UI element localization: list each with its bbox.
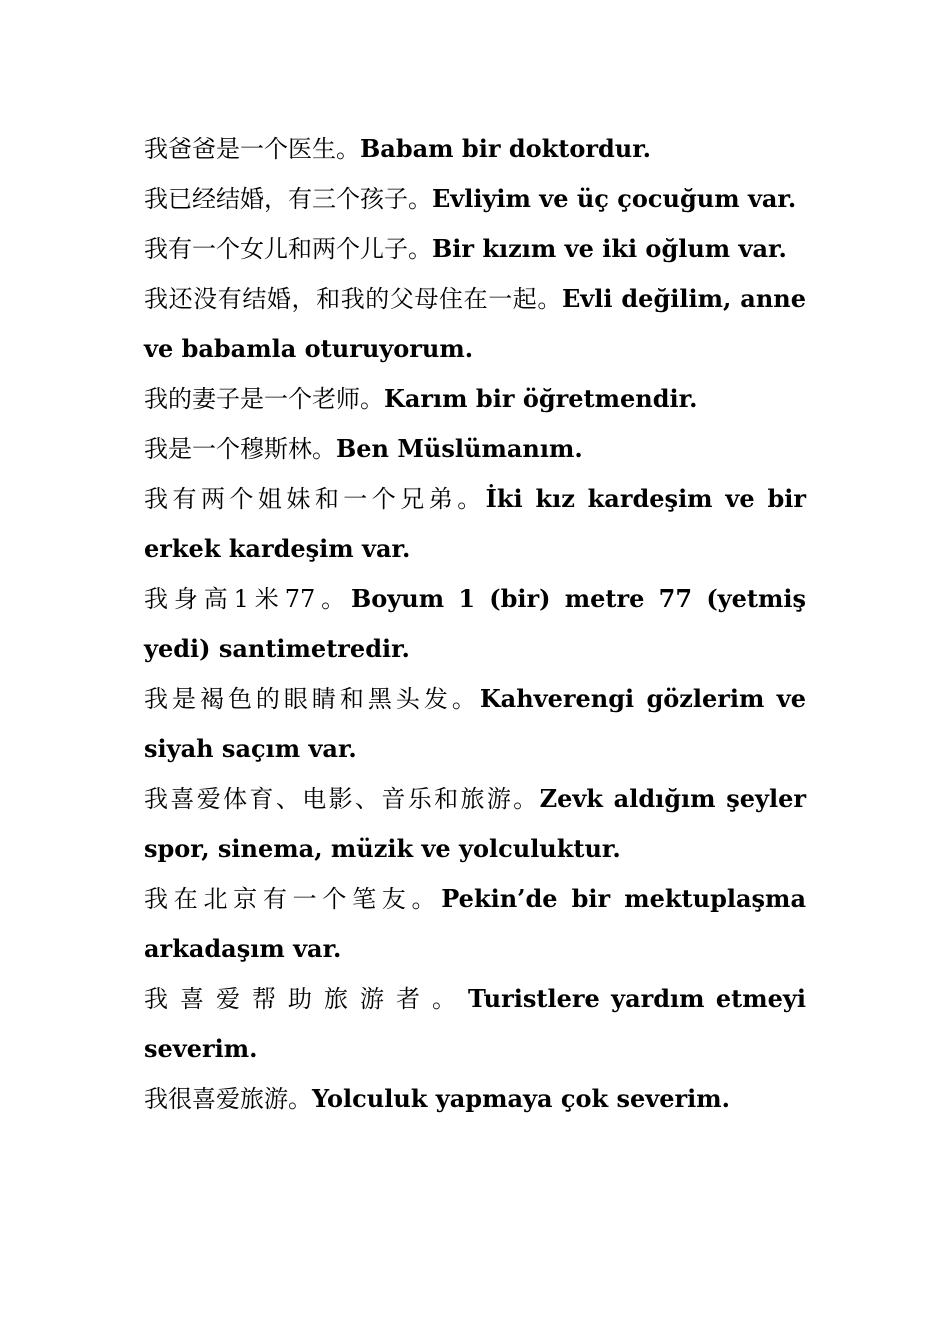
turkish-translation: Karım bir öğretmendir. [384,384,698,413]
sentence-pair [144,174,806,224]
sentence-pair [144,774,806,874]
chinese-sentence: 我喜爱帮助旅游者。 [144,985,468,1013]
sentence-pair [144,1074,806,1124]
chinese-sentence: 我已经结婚，有三个孩子。 [144,185,432,213]
chinese-sentence: 我在北京有一个笔友。 [144,885,442,913]
turkish-translation: Bir kızım ve iki oğlum var. [432,234,787,263]
chinese-sentence: 我是一个穆斯林。 [144,435,336,463]
chinese-sentence: 我是褐色的眼睛和黑头发。 [144,685,480,713]
sentence-pair [144,224,806,274]
sentence-pair [144,274,806,374]
turkish-translation: Evliyim ve üç çocuğum var. [432,184,797,213]
chinese-sentence: 我很喜爱旅游。 [144,1085,312,1113]
turkish-translation: Turistlere yardım etmeyi severim. [144,984,806,1063]
sentence-pair [144,124,806,174]
chinese-sentence: 我爸爸是一个医生。 [144,135,360,163]
document-body [144,124,806,1124]
chinese-sentence: 我有两个姐妹和一个兄弟。 [144,485,486,513]
turkish-translation: Yolculuk yapmaya çok severim. [312,1084,730,1113]
chinese-sentence: 我身高1米77。 [144,585,352,613]
chinese-sentence: 我的妻子是一个老师。 [144,385,384,413]
sentence-pair [144,974,806,1074]
turkish-translation: Ben Müslümanım. [336,434,583,463]
chinese-sentence: 我还没有结婚，和我的父母住在一起。 [144,285,562,313]
chinese-sentence: 我有一个女儿和两个儿子。 [144,235,432,263]
chinese-sentence: 我喜爱体育、电影、音乐和旅游。 [144,785,540,813]
turkish-translation: Evli değilim, anne ve babamla oturuyorum. [144,284,806,363]
turkish-translation: Boyum 1 (bir) metre 77 (yetmiş yedi) santimetredir. [144,584,806,663]
turkish-translation: Babam bir doktordur. [360,134,651,163]
sentence-pair [144,874,806,974]
sentence-pair [144,374,806,424]
turkish-translation: Kahverengi gözlerim ve siyah saçım var. [144,684,807,763]
sentence-pair [144,574,806,674]
turkish-translation: Pekin’de bir mektuplaşma arkadaşım var. [144,884,806,963]
sentence-pair [144,674,806,774]
sentence-pair [144,474,806,574]
turkish-translation: Zevk aldığım şeyler spor, sinema, müzik ve yolculuktur. [144,784,806,863]
turkish-translation: İki kız kardeşim ve bir erkek kardeşim var. [144,484,806,563]
sentence-pair [144,424,806,474]
